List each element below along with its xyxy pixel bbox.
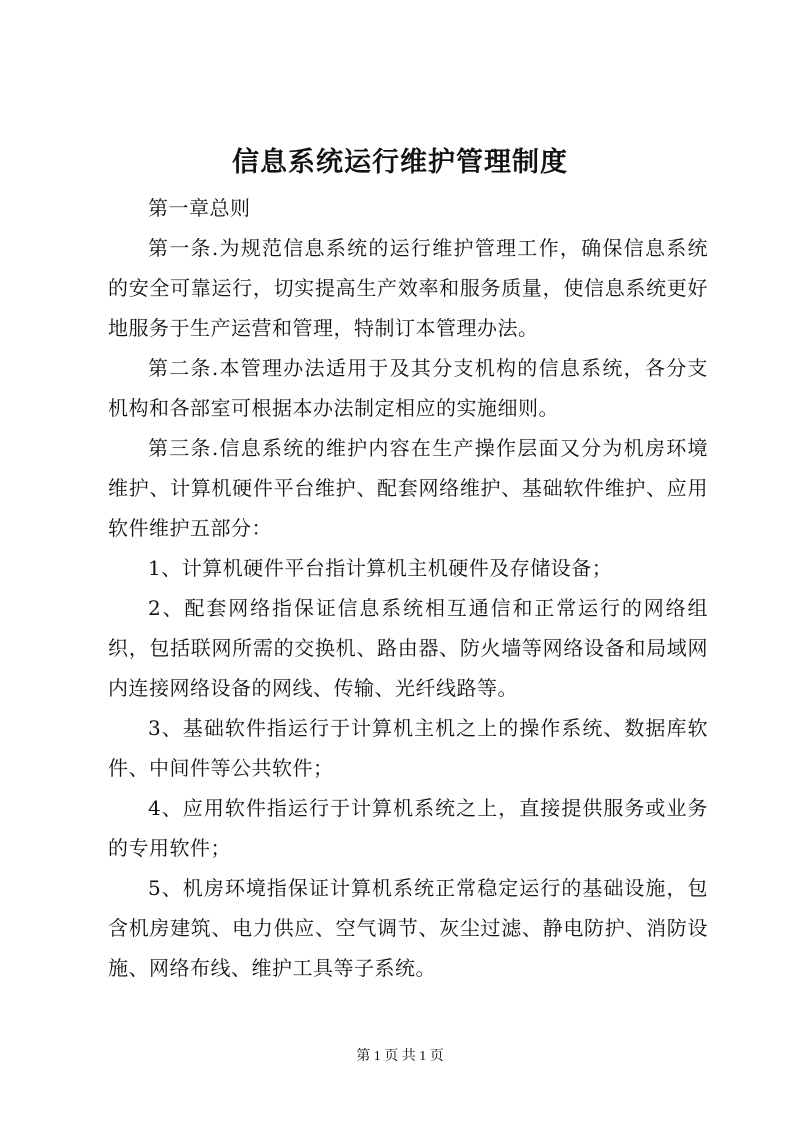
chapter-heading: 第一章总则 <box>148 196 251 220</box>
list-item-2: 2、配套网络指保证信息系统相互通信和正常运行的网络组织，包括联网所需的交换机、路由器、防火墙等网络设备和局域网内连接网络设备的网线、传输、光纤线路等。 <box>108 596 708 700</box>
list-item-1: 1、计算机硬件平台指计算机主机硬件及存储设备； <box>148 556 613 580</box>
article-3: 第三条.信息系统的维护内容在生产操作层面又分为机房环境维护、计算机硬件平台维护、配套网络维护、基础软件维护、应用软件维护五部分： <box>108 436 708 540</box>
page-footer: 第 1 页 共 1 页 <box>356 1049 444 1064</box>
document-body <box>108 188 708 988</box>
list-item-3: 3、基础软件指运行于计算机主机之上的操作系统、数据库软件、中间件等公共软件； <box>108 716 708 780</box>
article-2: 第二条.本管理办法适用于及其分支机构的信息系统，各分支机构和各部室可根据本办法制定相应的实施细则。 <box>108 356 708 420</box>
article-1: 第一条.为规范信息系统的运行维护管理工作，确保信息系统的安全可靠运行，切实提高生产效率和服务质量，使信息系统更好地服务于生产运营和管理，特制订本管理办法。 <box>108 236 708 340</box>
list-item-5: 5、机房环境指保证计算机系统正常稳定运行的基础设施，包含机房建筑、电力供应、空气调节、灰尘过滤、静电防护、消防设施、网络布线、维护工具等子系统。 <box>108 876 708 980</box>
list-item-4: 4、应用软件指运行于计算机系统之上，直接提供服务或业务的专用软件； <box>108 796 708 860</box>
document-title: 信息系统运行维护管理制度 <box>232 147 568 178</box>
